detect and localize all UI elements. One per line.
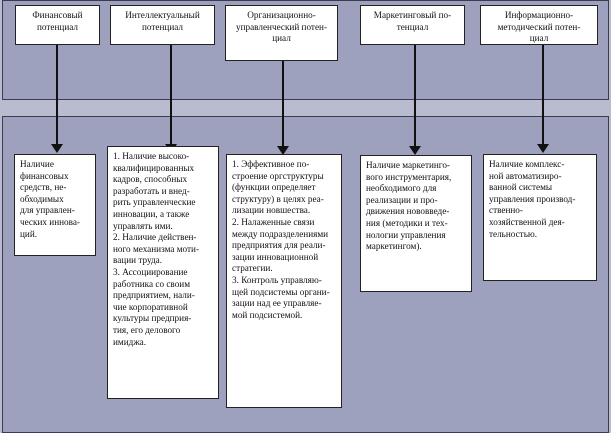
arrow-organizational [282,61,284,147]
title-box-organizational: Организационно- управленческий потен- циал [225,5,338,61]
title-box-intellectual: Интеллектуальный потенциал [110,5,215,45]
title-box-financial: Финансовый потенциал [15,5,100,45]
content-box-marketing: Наличие маркетинго- вого инструментария, необходимого для реализации и про- движения нововведе- ния (методики и тех- нологии управления маркетингом). [360,155,472,292]
title-box-marketing: Маркетинговый по- тенциал [360,5,465,45]
arrow-financial [56,45,58,145]
content-box-organizational: 1. Эффективное по- строение оргструктуры (функции определяет структуру) в целях реа- лизации новшества. 2. Налаженные связи между подразделениями предприятия для реали- зации инновационной стратегии. 3. Контроль управляю- щей подсистемы органи- зации над ее управляе- мой подсистемой. [226,154,342,408]
content-box-info-methodical: Наличие комплекс- ной автоматизиро- ванной системы управления производ- ственно- хозяйственной дея- тельностью. [483,154,597,281]
arrow-intellectual [170,45,172,145]
content-box-financial: Наличие финансовых средств, не- обходимых для управлен- ческих иннова- ций. [14,154,96,256]
arrow-marketing [414,45,416,147]
title-box-info-methodical: Информационно- методический потен- циал [480,5,598,45]
content-box-intellectual: 1. Наличие высоко- квалифицированных кадров, способных разработать и внед- рить управленческие инновации, а также управлять ими. 2. Наличие действен- ного механизма моти- вации труда. 3. Ассоциирование работника со своим предприятием, нали- чие корпоративной культуры предприя- тия, его делового имиджа. [107,146,219,399]
arrow-info-methodical [542,45,544,145]
